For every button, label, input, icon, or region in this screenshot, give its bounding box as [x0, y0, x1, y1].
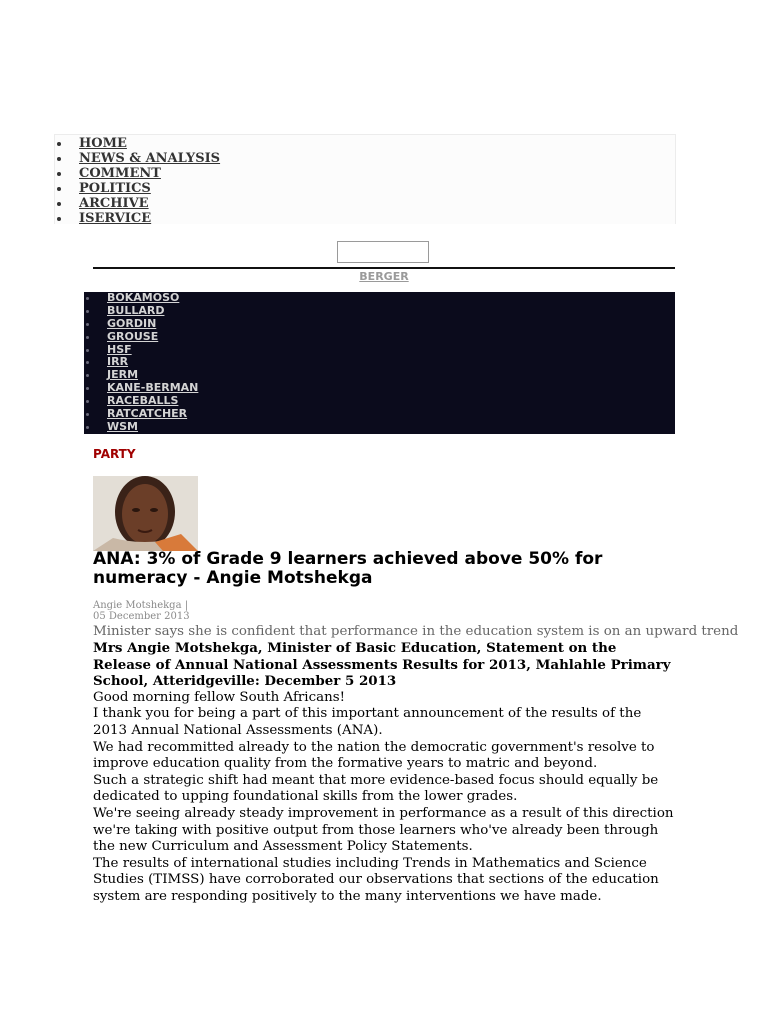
columnist-item-grouse — [84, 331, 675, 344]
columnist-nav-list — [84, 292, 675, 434]
top-navigation — [54, 134, 676, 224]
divider-rule — [93, 267, 675, 269]
columnist-item-bullard — [84, 305, 675, 318]
columnist-link-raceballs[interactable]: RACEBALLS — [107, 394, 179, 408]
article-lede: Minister says she is confident that performance in the education system is on an upward trend — [93, 624, 739, 639]
columnist-item-irr — [84, 356, 675, 369]
author-portrait-image — [93, 476, 198, 551]
nav-link-archive[interactable]: ARCHIVE — [79, 196, 149, 211]
article-paragraph: Such a strategic shift had meant that more evidence-based focus should equally be dedicated to upping foundational skills from the lower grades. — [93, 772, 659, 805]
columnist-link-irr[interactable]: IRR — [107, 355, 129, 369]
nav-link-iservice[interactable]: ISERVICE — [79, 211, 152, 226]
columnist-item-gordin — [84, 318, 675, 331]
article-headline: ANA: 3% of Grade 9 learners achieved above 50% for numeracy - Angie Motshekga — [93, 549, 603, 588]
columnist-item-bokamoso — [84, 292, 675, 305]
nav-link-politics[interactable]: POLITICS — [79, 181, 151, 196]
top-nav-item-news-analysis — [55, 151, 675, 166]
article-byline — [93, 600, 190, 622]
columnist-link-ratcatcher[interactable]: RATCATCHER — [107, 407, 188, 421]
columnist-link-gordin[interactable]: GORDIN — [107, 316, 157, 330]
article-paragraph: Good morning fellow South Africans! — [93, 689, 345, 705]
article-intro: Mrs Angie Motshekga, Minister of Basic Education, Statement on the Release of Annual National Assessments Results for 2013, Mahlahle Primary School, Atteridgeville: December 5 2013 — [93, 640, 671, 690]
article-paragraph: I thank you for being a part of this important announcement of the results of the 2013 Annual National Assessments (ANA). — [93, 706, 642, 738]
top-nav-item-comment — [55, 166, 675, 181]
section-label: PARTY — [93, 447, 136, 461]
article-paragraph: The results of international studies including Trends in Mathematics and Science Studies (TIMSS) have corroborated our observations that sections of the education system are responding positively to the many interventions we have made. — [93, 855, 659, 904]
nav-link-comment[interactable]: COMMENT — [79, 166, 161, 181]
nav-link-home[interactable]: HOME — [79, 136, 127, 151]
columnist-link-grouse[interactable]: GROUSE — [107, 329, 159, 343]
nav-link-news-analysis[interactable]: NEWS & ANALYSIS — [79, 151, 221, 166]
article-paragraph: We're seeing already steady improvement in performance as a result of this direction we're taking with positive output from those learners who've already been through the new Curriculum and Assessment Policy Statements. — [93, 805, 674, 855]
columnist-navigation — [84, 292, 675, 434]
columnist-item-ratcatcher — [84, 408, 675, 421]
top-nav-item-iservice — [55, 211, 675, 226]
search-input[interactable] — [337, 241, 429, 263]
columnist-link-bullard[interactable]: BULLARD — [107, 303, 165, 317]
columnist-link-jerm[interactable]: JERM — [107, 368, 139, 382]
article-body — [93, 640, 678, 906]
article-paragraph: We had recommitted already to the nation the democratic government's resolve to improve education quality from the formative years to matric and beyond. — [93, 739, 655, 772]
top-nav-item-home — [55, 136, 675, 151]
columnist-item-hsf — [84, 344, 675, 357]
top-nav-list — [55, 136, 675, 226]
columnist-item-wsm — [84, 421, 675, 434]
columnist-link-hsf[interactable]: HSF — [107, 342, 132, 356]
article-date: 05 December 2013 — [93, 611, 190, 622]
columnist-link-wsm[interactable]: WSM — [107, 419, 139, 433]
top-nav-item-politics — [55, 181, 675, 196]
berger-link[interactable]: BERGER — [359, 270, 409, 283]
columnist-link-kane-berman[interactable]: KANE-BERMAN — [107, 381, 199, 395]
author-photo — [93, 476, 198, 551]
top-nav-item-archive — [55, 196, 675, 211]
article-author: Angie Motshekga | — [93, 600, 189, 611]
columnist-link-bokamoso[interactable]: BOKAMOSO — [107, 291, 180, 304]
